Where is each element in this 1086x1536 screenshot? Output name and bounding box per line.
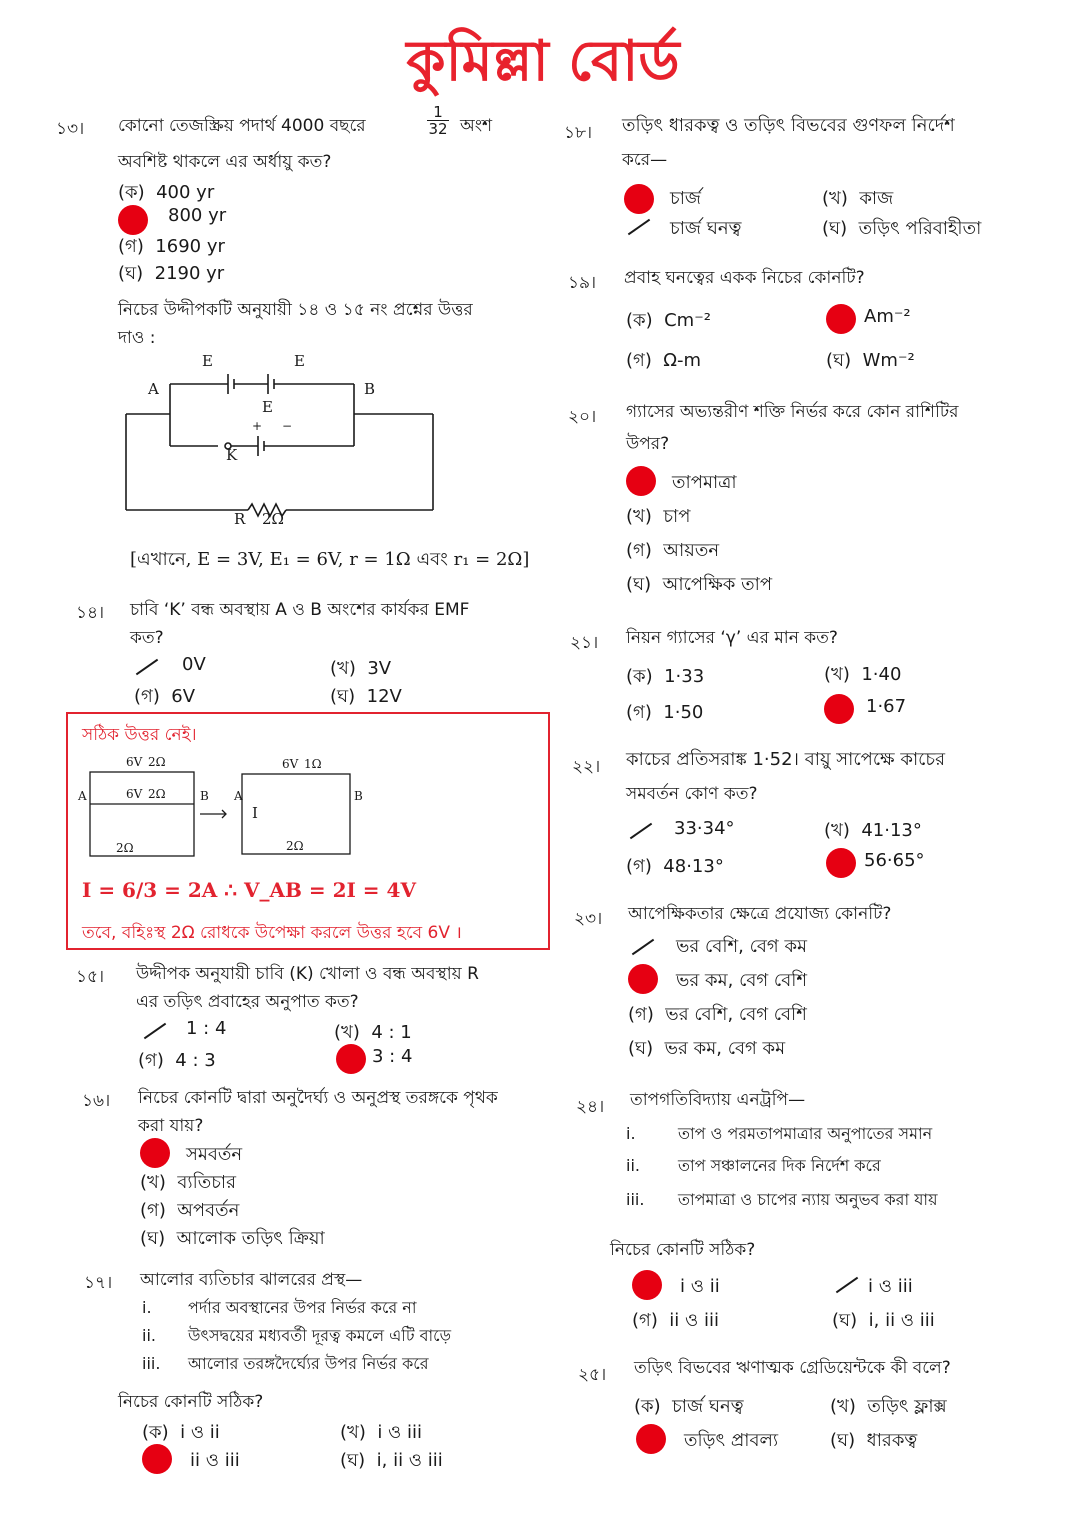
- option-d[interactable]: (ঘ) 2190 yr: [118, 263, 225, 284]
- option-c[interactable]: চার্জ ঘনত্ব: [670, 218, 742, 239]
- answer-mark: [142, 1444, 172, 1474]
- answer-mark: [632, 1270, 662, 1300]
- answer-mark: [140, 1138, 170, 1168]
- option-c[interactable]: তড়িৎ প্রাবল্য: [684, 1430, 779, 1451]
- emf-label: 6V: [126, 787, 143, 801]
- option-b[interactable]: ভর কম, বেগ বেশি: [676, 970, 808, 991]
- option-a[interactable]: 1 : 4: [186, 1018, 227, 1039]
- strike-mark: [832, 1272, 858, 1298]
- question-number: ১৬।: [82, 1091, 111, 1111]
- option-d[interactable]: (ঘ) আলোক তড়িৎ ক্রিয়া: [140, 1228, 325, 1249]
- question-text-tail: অংশ: [460, 116, 493, 136]
- question-text: তড়িৎ ধারকত্ব ও তড়িৎ বিভবের গুণফল নির্দেশ: [622, 115, 955, 136]
- option-b[interactable]: (খ) ব্যতিচার: [140, 1172, 237, 1193]
- answer-mark: [826, 848, 856, 878]
- strike-mark: [132, 654, 158, 680]
- statement-item: iii. আলোর তরঙ্গদৈর্ঘ্যের উপর নির্ভর করে: [142, 1354, 429, 1373]
- resistor-label: 2Ω: [148, 755, 166, 769]
- node-label-a: A: [234, 789, 243, 803]
- question-text: এর তড়িৎ প্রবাহের অনুপাত কত?: [136, 992, 359, 1012]
- option-c[interactable]: (গ) Ω-m: [626, 350, 702, 371]
- option-d[interactable]: (ঘ) আপেক্ষিক তাপ: [626, 574, 773, 595]
- question-text: সমবর্তন কোণ কত?: [626, 784, 758, 804]
- statement-item: ii. তাপ সঞ্চালনের দিক নির্দেশ করে: [626, 1156, 881, 1175]
- option-c[interactable]: (গ) ভর বেশি, বেগ বেশি: [628, 1004, 807, 1025]
- node-label-a: A: [78, 789, 87, 803]
- question-text: কত?: [130, 628, 164, 648]
- statement-item: ii. উৎসদ্বয়ের মধ্যবর্তী দূরত্ব কমলে এটি বাড়ে: [142, 1326, 452, 1345]
- question-text: নিচের কোনটি দ্বারা অনুদৈর্ঘ্য ও অনুপ্রস্থ তরঙ্গকে পৃথক: [138, 1088, 498, 1108]
- option-c[interactable]: (গ) 1·50: [626, 702, 704, 723]
- equivalent-circuit-diagram: [76, 752, 366, 864]
- answer-mark: [624, 184, 654, 214]
- option-b[interactable]: (খ) 1·40: [824, 664, 902, 685]
- option-c[interactable]: (গ) 6V: [134, 686, 196, 707]
- option-a[interactable]: সমবর্তন: [186, 1144, 243, 1165]
- node-label-b: B: [354, 789, 363, 803]
- option-d[interactable]: (ঘ) i, ii ও iii: [832, 1310, 935, 1331]
- option-b[interactable]: (খ) 3V: [330, 658, 392, 679]
- option-a[interactable]: (ক) চার্জ ঘনত্ব: [634, 1396, 744, 1417]
- option-a[interactable]: (ক) i ও ii: [142, 1422, 220, 1443]
- option-d[interactable]: (ঘ) 12V: [330, 686, 402, 707]
- statement-item: i. তাপ ও পরমতাপমাত্রার অনুপাতের সমান: [626, 1124, 933, 1143]
- question-prompt: নিচের কোনটি সঠিক?: [610, 1240, 756, 1260]
- stimulus-text: নিচের উদ্দীপকটি অনুযায়ী ১৪ ও ১৫ নং প্রশ্নের উত্তর: [118, 300, 473, 320]
- answer-footer: তবে, বহিঃস্থ 2Ω রোধকে উপেক্ষা করলে উত্তর হবে 6V ।: [82, 923, 462, 943]
- answer-mark: [824, 694, 854, 724]
- emf-label: 6V: [126, 755, 143, 769]
- fraction-denominator: 32: [428, 120, 448, 138]
- node-label-b: B: [364, 380, 376, 398]
- answer-mark: [336, 1044, 366, 1074]
- question-text: আলোর ব্যতিচার ঝালরের প্রস্থ—: [140, 1270, 363, 1290]
- question-number: ২৩।: [574, 909, 603, 929]
- answer-mark: [636, 1424, 666, 1454]
- plus-sign: +: [252, 419, 263, 433]
- option-b[interactable]: (খ) কাজ: [822, 188, 894, 209]
- question-text: উদ্দীপক অনুযায়ী চাবি (K) খোলা ও বন্ধ অবস্থায় R: [136, 964, 479, 984]
- answer-formula: I = 6/3 = 2A ∴ V_AB = 2I = 4V: [82, 878, 416, 902]
- option-b[interactable]: i ও iii: [868, 1276, 913, 1297]
- switch-label: K: [226, 446, 238, 464]
- option-b[interactable]: Am⁻²: [864, 306, 911, 327]
- question-text: নিয়ন গ্যাসের ‘γ’ এর মান কত?: [626, 628, 838, 648]
- answer-mark: [628, 964, 658, 994]
- option-a[interactable]: তাপমাত্রা: [672, 472, 737, 493]
- statement-item: i. পর্দার অবস্থানের উপর নির্ভর করে না: [142, 1298, 417, 1317]
- option-a[interactable]: (ক) 400 yr: [118, 182, 215, 203]
- answer-mark: [118, 205, 148, 235]
- resistor-value: 2Ω: [262, 510, 284, 528]
- option-a[interactable]: চার্জ: [670, 188, 702, 209]
- question-number: ১৫।: [76, 967, 105, 987]
- question-text: চাবি ‘K’ বন্ধ অবস্থায় A ও B অংশের কার্যকর EMF: [130, 600, 470, 620]
- question-text: কাচের প্রতিসরাঙ্ক 1·52। বায়ু সাপেক্ষে কাচের: [626, 749, 946, 770]
- page-title: কুমিল্লা বোর্ড: [406, 29, 680, 94]
- emf-label: E: [262, 398, 273, 416]
- question-number: ১৪।: [76, 603, 105, 623]
- option-c[interactable]: (গ) আয়তন: [626, 540, 720, 561]
- option-d[interactable]: 1·67: [866, 696, 907, 717]
- answer-heading: সঠিক উত্তর নেই।: [82, 725, 197, 745]
- resistor-label: R: [234, 510, 246, 528]
- resistor-label: 2Ω: [286, 839, 304, 853]
- stimulus-text: দাও :: [118, 328, 156, 348]
- question-text: প্রবাহ ঘনত্বের একক নিচের কোনটি?: [624, 268, 865, 288]
- question-number: ১৭।: [84, 1273, 113, 1293]
- option-c[interactable]: (গ) 4 : 3: [138, 1050, 216, 1071]
- fraction: [427, 104, 449, 137]
- question-text: আপেক্ষিকতার ক্ষেত্রে প্রযোজ্য কোনটি?: [628, 904, 892, 924]
- option-c[interactable]: (গ) 48·13°: [626, 856, 724, 877]
- question-prompt: নিচের কোনটি সঠিক?: [118, 1392, 264, 1412]
- option-a[interactable]: (ক) 1·33: [626, 666, 705, 687]
- current-label: I: [252, 804, 258, 822]
- option-a[interactable]: i ও ii: [680, 1276, 720, 1297]
- option-d[interactable]: 3 : 4: [372, 1046, 413, 1067]
- question-text: কোনো তেজস্ক্রিয় পদার্থ 4000 বছরে: [118, 116, 366, 136]
- option-b[interactable]: 800 yr: [168, 205, 227, 226]
- emf-label: 6V: [282, 757, 299, 771]
- question-number: ২১।: [570, 633, 599, 653]
- question-number: ১৮।: [564, 123, 593, 143]
- option-d[interactable]: (ঘ) ধারকত্ব: [830, 1430, 918, 1451]
- question-text: গ্যাসের অভ্যন্তরীণ শক্তি নির্ভর করে কোন রাশিটির: [626, 402, 959, 422]
- question-text: উপর?: [626, 434, 670, 454]
- question-text: তাপগতিবিদ্যায় এনট্রপি—: [630, 1090, 806, 1110]
- resistor-label: 2Ω: [148, 787, 166, 801]
- option-a[interactable]: 0V: [182, 654, 206, 675]
- question-number: ২২।: [572, 757, 601, 777]
- minus-sign: −: [282, 419, 293, 433]
- strike-mark: [140, 1018, 166, 1044]
- option-c[interactable]: (গ) অপবর্তন: [140, 1200, 240, 1221]
- option-b[interactable]: (খ) চাপ: [626, 506, 691, 527]
- node-label-b: B: [200, 789, 209, 803]
- option-d[interactable]: (ঘ) তড়িৎ পরিবাহীতা: [822, 218, 982, 239]
- option-b[interactable]: (খ) তড়িৎ ফ্লাক্স: [830, 1396, 947, 1417]
- option-d[interactable]: (ঘ) Wm⁻²: [826, 350, 915, 371]
- option-c[interactable]: (গ) 1690 yr: [118, 236, 225, 257]
- question-text: অবশিষ্ট থাকলে এর অর্ধায়ু কত?: [118, 152, 332, 172]
- option-a[interactable]: (ক) Cm⁻²: [626, 310, 711, 331]
- resistor-label: 1Ω: [304, 757, 322, 771]
- strike-mark: [624, 214, 650, 240]
- resistor-label: 2Ω: [116, 841, 134, 855]
- emf-label: E: [202, 352, 213, 370]
- question-number: ২০।: [568, 407, 597, 427]
- option-c[interactable]: ii ও iii: [190, 1450, 240, 1471]
- option-d[interactable]: (ঘ) i, ii ও iii: [340, 1450, 443, 1471]
- question-number: ১৩।: [56, 119, 85, 139]
- circuit-diagram: [118, 346, 448, 532]
- statement-item: iii. তাপমাত্রা ও চাপের ন্যায় অনুভব করা যায়: [626, 1190, 938, 1209]
- answer-mark: [826, 304, 856, 334]
- answer-explanation-box: [66, 712, 550, 950]
- question-text: করে—: [622, 150, 668, 170]
- option-d[interactable]: (ঘ) ভর কম, বেগ কম: [628, 1038, 786, 1059]
- question-number: ২৫।: [578, 1365, 607, 1385]
- option-b[interactable]: (খ) 41·13°: [824, 820, 922, 841]
- option-d[interactable]: 56·65°: [864, 850, 925, 871]
- answer-mark: [626, 466, 656, 496]
- option-c[interactable]: (গ) ii ও iii: [632, 1310, 719, 1331]
- option-a[interactable]: 33·34°: [674, 818, 735, 839]
- question-number: ১৯।: [568, 273, 597, 293]
- option-b[interactable]: (খ) 4 : 1: [334, 1022, 412, 1043]
- option-b[interactable]: (খ) i ও iii: [340, 1422, 423, 1443]
- question-text: তড়িৎ বিভবের ঋণাত্মক গ্রেডিয়েন্টকে কী বলে?: [634, 1358, 951, 1378]
- stimulus-note: [এখানে, E = 3V, E₁ = 6V, r = 1Ω এবং r₁ = 2Ω]: [130, 549, 530, 570]
- strike-mark: [626, 818, 652, 844]
- question-text: করা যায়?: [138, 1116, 204, 1136]
- option-a[interactable]: ভর বেশি, বেগ কম: [676, 936, 808, 957]
- question-number: ২৪।: [576, 1097, 605, 1117]
- emf-label: E: [294, 352, 305, 370]
- node-label-a: A: [148, 380, 159, 398]
- strike-mark: [628, 934, 654, 960]
- fraction-numerator: 1: [433, 103, 443, 121]
